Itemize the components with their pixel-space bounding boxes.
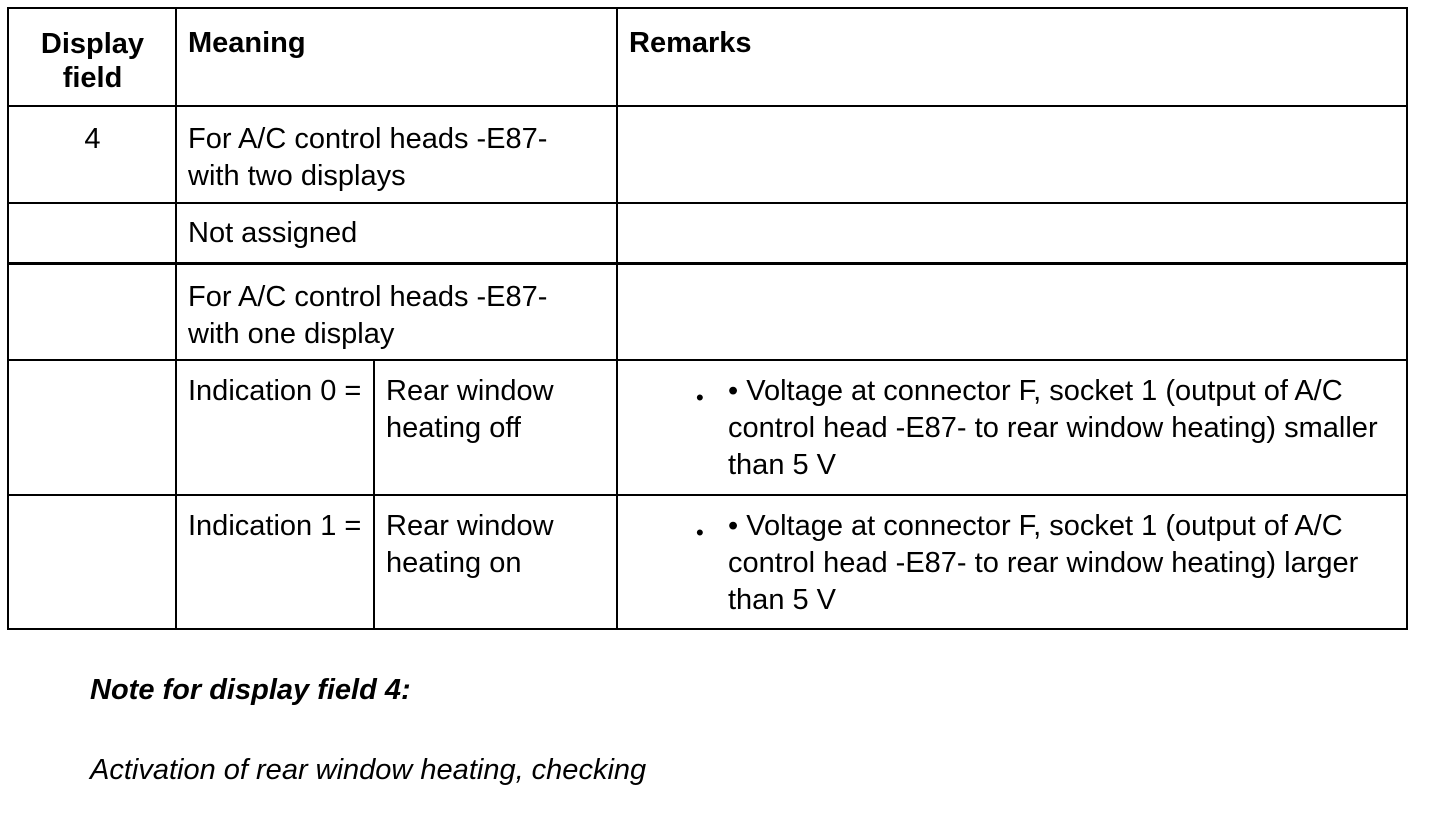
note-title: Note for display field 4: xyxy=(90,674,411,706)
note-link-text: Activation of rear window heating, checking xyxy=(90,754,647,786)
state-cell: Rear window heating off xyxy=(374,360,617,495)
remarks-cell xyxy=(617,495,1407,629)
table-row xyxy=(8,495,1407,629)
display-field-cell xyxy=(8,263,176,360)
state-cell: Rear window heating on xyxy=(374,495,617,629)
meaning-cell: Not assigned xyxy=(176,203,617,263)
remarks-cell xyxy=(617,203,1407,263)
bullet-icon: • xyxy=(696,520,704,545)
indication-cell: Indication 1 = xyxy=(176,495,374,629)
remarks-cell xyxy=(617,360,1407,495)
header-meaning: Meaning xyxy=(176,8,617,106)
remark-text: • Voltage at connector F, socket 1 (output of A/C control head -E87- to rear window heating) larger than 5 V xyxy=(728,510,1359,616)
header-display-field: Display field xyxy=(8,8,176,106)
display-field-cell xyxy=(8,360,176,495)
table-row xyxy=(8,360,1407,495)
header-remarks: Remarks xyxy=(617,8,1407,106)
measured-values-table xyxy=(7,7,1408,630)
display-field-cell xyxy=(8,495,176,629)
table-header-row xyxy=(8,8,1407,106)
remarks-cell xyxy=(617,263,1407,360)
display-field-cell: 4 xyxy=(8,106,176,203)
table-row xyxy=(8,106,1407,203)
meaning-cell: For A/C control heads -E87- with one display xyxy=(176,263,617,360)
indication-cell: Indication 0 = xyxy=(176,360,374,495)
display-field-cell xyxy=(8,203,176,263)
remarks-cell xyxy=(617,106,1407,203)
remark-text: • Voltage at connector F, socket 1 (output of A/C control head -E87- to rear window heating) smaller than 5 V xyxy=(728,375,1378,481)
bullet-icon: • xyxy=(696,385,704,410)
meaning-cell: For A/C control heads -E87- with two displays xyxy=(176,106,617,203)
table-row xyxy=(8,203,1407,263)
table-row xyxy=(8,263,1407,360)
